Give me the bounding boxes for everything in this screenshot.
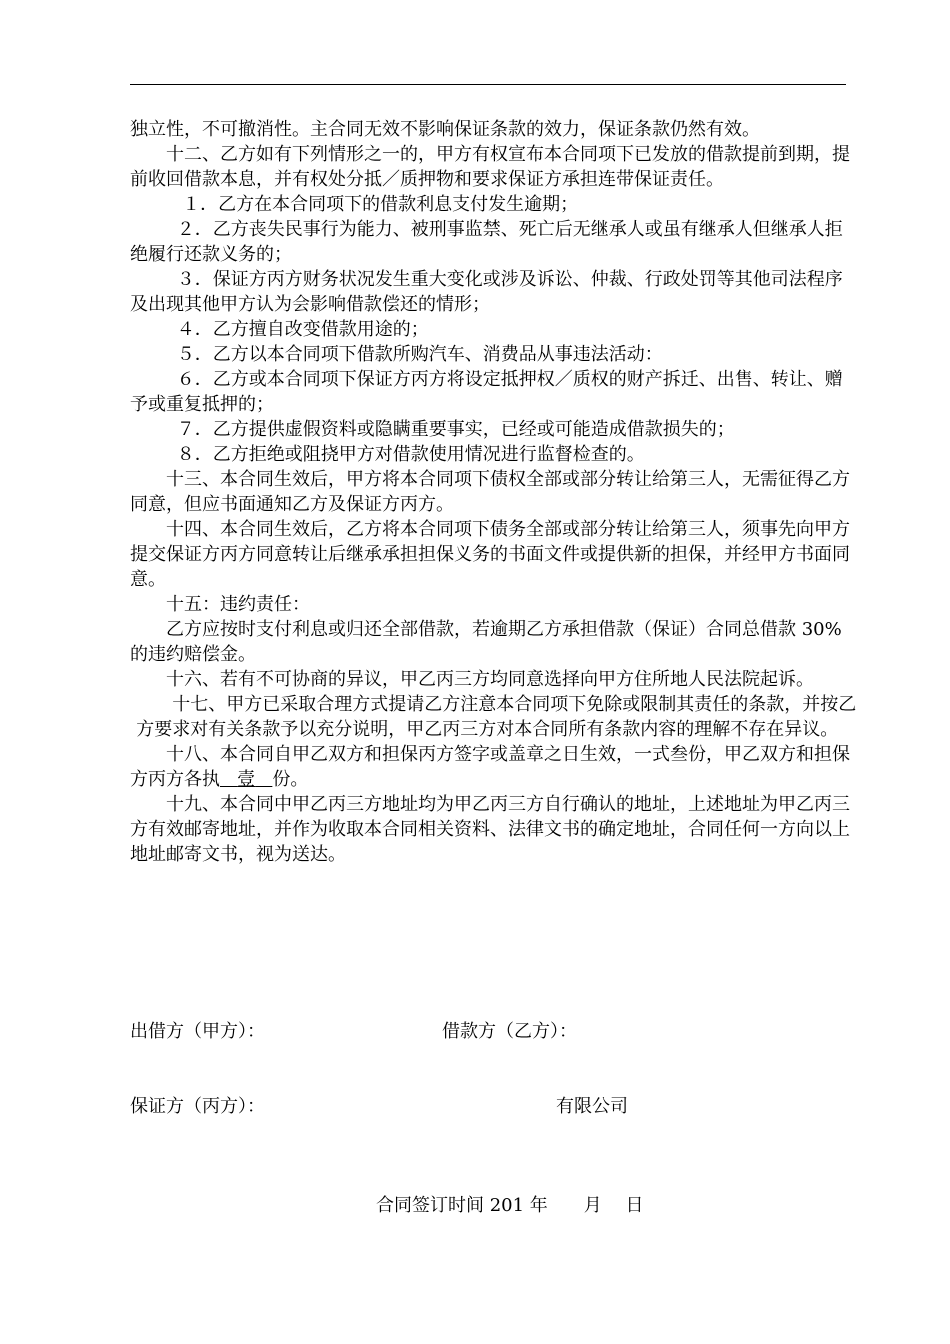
clause-19: 十九、本合同中甲乙丙三方地址均为甲乙丙三方自行确认的地址，上述地址为甲乙丙三方有效邮寄地址，并作为收取本合同相关资料、法律文书的确定地址，合同任何一方向以上地址邮寄文书，视为送达。 bbox=[130, 794, 850, 865]
header-rule bbox=[130, 84, 846, 85]
contract-body bbox=[130, 117, 858, 867]
clause-12-item-4: ４．乙方擅自改变借款用途的； bbox=[176, 319, 429, 340]
clause-12-item-6: ６．乙方或本合同项下保证方丙方将设定抵押权／质权的财产拆迁、出售、转让、赠予或重复抵押的； bbox=[130, 369, 843, 415]
clause-12-item-5: ５．乙方以本合同项下借款所购汽车、消费品从事违法活动： bbox=[176, 344, 663, 365]
clause-12: 十二、乙方如有下列情形之一的，甲方有权宣布本合同项下已发放的借款提前到期，提前收回借款本息，并有权处分抵／质押物和要求保证方承担连带保证责任。 bbox=[130, 144, 850, 190]
lender-signature-label: 出借方（甲方）： bbox=[130, 1021, 265, 1042]
paragraph-continuation: 独立性，不可撤消性。主合同无效不影响保证条款的效力，保证条款仍然有效。 bbox=[130, 119, 760, 140]
clause-18 bbox=[130, 742, 858, 792]
clause-12-item-8: ８．乙方拒绝或阻挠甲方对借款使用情况进行监督检查的。 bbox=[176, 444, 645, 465]
clause-18-tail: 份。 bbox=[272, 769, 309, 790]
borrower-signature-label: 借款方（乙方）： bbox=[442, 1021, 577, 1042]
clause-16: 十六、若有不可协商的异议，甲乙丙三方均同意选择向甲方住所地人民法院起诉。 bbox=[166, 669, 814, 690]
clause-13: 十三、本合同生效后，甲方将本合同项下债权全部或部分转让给第三人，无需征得乙方同意，但应书面通知乙方及保证方丙方。 bbox=[130, 469, 850, 515]
clause-15-heading: 十五：违约责任： bbox=[166, 594, 310, 615]
signing-date: 合同签订时间 201 年 月 日 bbox=[376, 1195, 644, 1216]
clause-15-body: 乙方应按时支付利息或归还全部借款，若逾期乙方承担借款（保证）合同总借款 30%的违约赔偿金。 bbox=[130, 619, 842, 665]
copies-count-field bbox=[220, 769, 272, 790]
clause-12-item-3: ３．保证方丙方财务状况发生重大变化或涉及诉讼、仲裁、行政处罚等其他司法程序及出现其他甲方认为会影响借款偿还的情形； bbox=[130, 269, 843, 315]
clause-17: 十七、甲方已采取合理方式提请乙方注意本合同项下免除或限制其责任的条款，并按乙方要求对有关条款予以充分说明，甲乙丙三方对本合同所有条款内容的理解不存在异议。 bbox=[136, 694, 857, 740]
copies-count: 壹 bbox=[237, 769, 256, 790]
clause-12-item-2: ２．乙方丧失民事行为能力、被刑事监禁、死亡后无继承人或虽有继承人但继承人拒绝履行还款义务的； bbox=[130, 219, 843, 265]
guarantor-signature-label: 保证方（丙方）： bbox=[130, 1096, 265, 1117]
company-label: 有限公司 bbox=[556, 1096, 628, 1117]
clause-14: 十四、本合同生效后，乙方将本合同项下债务全部或部分转让给第三人，须事先向甲方提交保证方丙方同意转让后继承承担担保义务的书面文件或提供新的担保，并经甲方书面同意。 bbox=[130, 519, 850, 590]
clause-12-item-1: １．乙方在本合同项下的借款利息支付发生逾期； bbox=[182, 194, 579, 215]
clause-12-item-7: ７．乙方提供虚假资料或隐瞒重要事实，已经或可能造成借款损失的； bbox=[176, 419, 735, 440]
clause-18-text: 十八、本合同自甲乙双方和担保丙方签字或盖章之日生效，一式叁份，甲乙双方和担保方丙方各执 bbox=[130, 744, 850, 790]
